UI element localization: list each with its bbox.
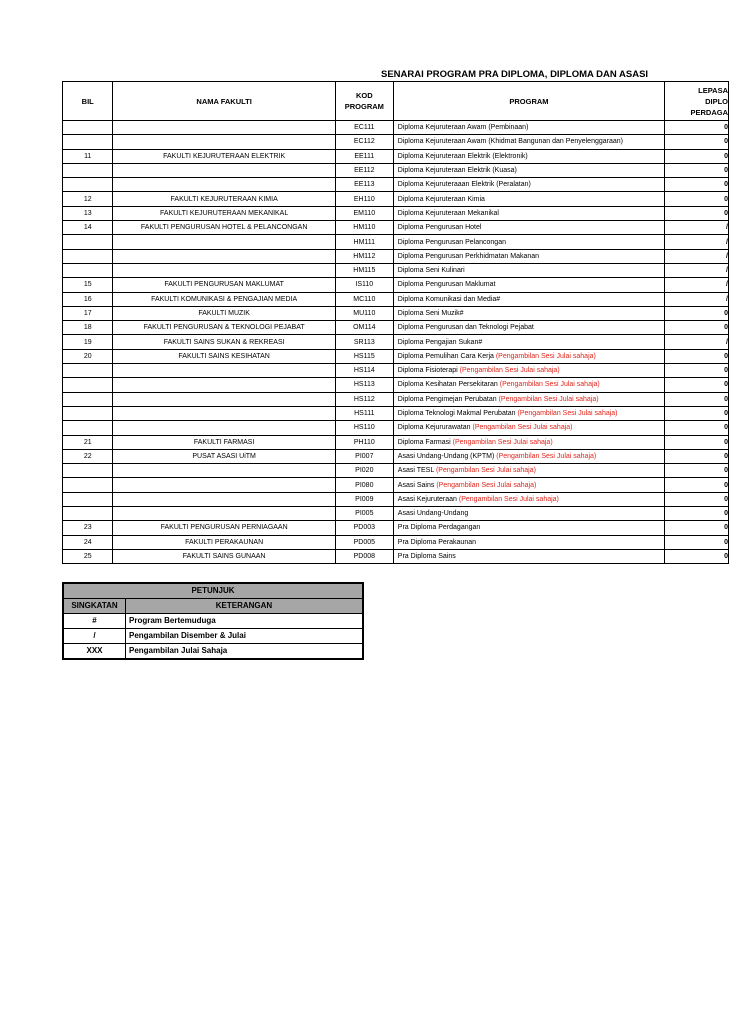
legend-symbol: #: [63, 614, 126, 629]
row-program: [393, 306, 664, 320]
row-kod-program: PD003: [335, 521, 393, 535]
row-kod-program: HS110: [335, 421, 393, 435]
row-bil: [63, 378, 113, 392]
row-fakulti: [113, 249, 335, 263]
program-name: Diploma Kejuruteraan Kimia: [397, 195, 485, 203]
row-kod-program: OM114: [335, 321, 393, 335]
program-note: (Pengambilan Sesi Julai sahaja): [459, 367, 560, 375]
row-lepasan: 0: [665, 121, 729, 135]
program-name: Diploma Pengurusan Hotel: [397, 224, 482, 232]
table-row: [63, 378, 729, 392]
row-kod-program: HM115: [335, 263, 393, 277]
table-row: [63, 406, 729, 420]
row-bil: [63, 392, 113, 406]
legend-description: Pengambilan Julai Sahaja: [126, 644, 364, 660]
program-note: (Pengambilan Sesi Julai sahaja): [495, 352, 596, 360]
table-row: [63, 449, 729, 463]
table-row: [63, 478, 729, 492]
row-bil: 24: [63, 535, 113, 549]
row-program: [393, 121, 664, 135]
row-fakulti: [113, 406, 335, 420]
program-name: Diploma Pengurusan dan Teknologi Pejabat: [397, 324, 534, 332]
row-lepasan: 0: [665, 364, 729, 378]
row-bil: [63, 178, 113, 192]
program-name: Diploma Seni Kulinari: [397, 267, 465, 275]
row-lepasan: 0: [665, 135, 729, 149]
row-fakulti: [113, 235, 335, 249]
row-bil: 11: [63, 149, 113, 163]
row-bil: [63, 249, 113, 263]
header-program: PROGRAM: [393, 82, 664, 121]
table-row: [63, 335, 729, 349]
row-kod-program: HS115: [335, 349, 393, 363]
row-kod-program: EE112: [335, 163, 393, 177]
program-name: Diploma Farmasi: [397, 438, 453, 446]
table-row: [63, 192, 729, 206]
program-name: Diploma Pengurusan Maklumat: [397, 281, 496, 289]
row-program: [393, 492, 664, 506]
program-name: Asasi TESL: [397, 467, 436, 475]
row-lepasan: 0: [665, 378, 729, 392]
row-bil: 25: [63, 549, 113, 563]
program-name: Pra Diploma Perakaunan: [397, 538, 477, 546]
program-name: Diploma Fisioterapi: [397, 367, 460, 375]
header-kod-program: [335, 82, 393, 121]
program-note: (Pengambilan Sesi Julai sahaja): [452, 438, 553, 446]
row-fakulti: [113, 263, 335, 277]
legend-col-keterangan: KETERANGAN: [126, 599, 364, 614]
row-bil: 14: [63, 221, 113, 235]
legend-description: Program Bertemuduga: [126, 614, 364, 629]
row-bil: [63, 163, 113, 177]
row-program: [393, 378, 664, 392]
row-fakulti: FAKULTI KEJURUTERAAN KIMIA: [113, 192, 335, 206]
program-name: Diploma Teknologi Makmal Perubatan: [397, 410, 518, 418]
table-row: [63, 306, 729, 320]
row-fakulti: FAKULTI KEJURUTERAAN MEKANIKAL: [113, 206, 335, 220]
row-fakulti: FAKULTI KEJURUTERAAN ELEKTRIK: [113, 149, 335, 163]
row-program: [393, 478, 664, 492]
row-bil: [63, 507, 113, 521]
program-name: Diploma Kejuruteraaan Elektrik (Peralatan): [397, 181, 531, 189]
program-note: (Pengambilan Sesi Julai sahaja): [435, 467, 536, 475]
table-header-row: [63, 82, 729, 121]
row-kod-program: HS112: [335, 392, 393, 406]
row-program: [393, 364, 664, 378]
table-row: [63, 507, 729, 521]
row-program: [393, 392, 664, 406]
table-row: [63, 535, 729, 549]
program-name: Diploma Kejuruteraan Awam (Pembinaan): [397, 124, 529, 132]
row-program: [393, 292, 664, 306]
row-program: [393, 263, 664, 277]
row-lepasan: 0: [665, 492, 729, 506]
row-bil: 15: [63, 278, 113, 292]
row-program: [393, 549, 664, 563]
row-program: [393, 349, 664, 363]
row-lepasan: 0: [665, 449, 729, 463]
row-bil: [63, 135, 113, 149]
row-lepasan: 0: [665, 306, 729, 320]
row-lepasan: 0: [665, 349, 729, 363]
program-table: [62, 81, 729, 564]
table-row: [63, 121, 729, 135]
row-kod-program: EE113: [335, 178, 393, 192]
row-bil: [63, 235, 113, 249]
row-program: [393, 149, 664, 163]
row-bil: [63, 406, 113, 420]
table-row: [63, 135, 729, 149]
row-kod-program: HM112: [335, 249, 393, 263]
row-lepasan: 0: [665, 435, 729, 449]
table-row: [63, 292, 729, 306]
table-row: [63, 249, 729, 263]
row-kod-program: PI020: [335, 464, 393, 478]
header-lep-line3: PERDAGA: [690, 107, 728, 117]
row-lepasan: 0: [665, 464, 729, 478]
legend-symbol: /: [63, 629, 126, 644]
table-row: [63, 421, 729, 435]
program-note: (Pengambilan Sesi Julai sahaja): [458, 495, 559, 503]
row-lepasan: /: [665, 263, 729, 277]
row-lepasan: /: [665, 249, 729, 263]
table-row: [63, 321, 729, 335]
program-name: Diploma Kejuruteraan Elektrik (Elektronik): [397, 152, 528, 160]
table-row: [63, 278, 729, 292]
row-program: [393, 278, 664, 292]
row-program: [393, 249, 664, 263]
row-fakulti: FAKULTI PENGURUSAN HOTEL & PELANCONGAN: [113, 221, 335, 235]
row-bil: 19: [63, 335, 113, 349]
row-kod-program: PI009: [335, 492, 393, 506]
row-kod-program: EC111: [335, 121, 393, 135]
row-kod-program: PD005: [335, 535, 393, 549]
table-row: [63, 221, 729, 235]
row-lepasan: 0: [665, 406, 729, 420]
row-fakulti: FAKULTI PERAKAUNAN: [113, 535, 335, 549]
row-bil: [63, 421, 113, 435]
row-program: [393, 335, 664, 349]
row-bil: [63, 263, 113, 277]
row-bil: [63, 121, 113, 135]
header-kod-line1: KOD: [355, 91, 373, 100]
row-program: [393, 507, 664, 521]
row-lepasan: 0: [665, 549, 729, 563]
row-bil: [63, 464, 113, 478]
row-fakulti: [113, 378, 335, 392]
table-row: [63, 206, 729, 220]
legend-table: [62, 582, 364, 660]
program-name: Pra Diploma Sains: [397, 553, 456, 561]
table-row: [63, 492, 729, 506]
row-fakulti: FAKULTI FARMASI: [113, 435, 335, 449]
row-lepasan: /: [665, 335, 729, 349]
row-program: [393, 135, 664, 149]
row-bil: 20: [63, 349, 113, 363]
program-note: (Pengambilan Sesi Julai sahaja): [498, 395, 599, 403]
table-row: [63, 435, 729, 449]
table-row: [63, 392, 729, 406]
row-lepasan: 0: [665, 507, 729, 521]
row-kod-program: PH110: [335, 435, 393, 449]
row-program: [393, 206, 664, 220]
table-row: [63, 464, 729, 478]
row-bil: [63, 364, 113, 378]
row-program: [393, 521, 664, 535]
row-lepasan: 0: [665, 478, 729, 492]
row-lepasan: 0: [665, 192, 729, 206]
program-name: Diploma Pemulihan Cara Kerja: [397, 352, 496, 360]
table-body: [63, 121, 729, 564]
program-name: Diploma Pengurusan Perkhidmatan Makanan: [397, 252, 540, 260]
page-title: SENARAI PROGRAM PRA DIPLOMA, DIPLOMA DAN ASASI: [381, 69, 649, 80]
row-bil: 17: [63, 306, 113, 320]
row-program: [393, 449, 664, 463]
row-bil: 12: [63, 192, 113, 206]
program-name: Diploma Pengimejan Perubatan: [397, 395, 499, 403]
program-note: (Pengambilan Sesi Julai sahaja): [517, 410, 618, 418]
table-row: [63, 364, 729, 378]
row-fakulti: FAKULTI SAINS SUKAN & REKREASI: [113, 335, 335, 349]
program-note: (Pengambilan Sesi Julai sahaja): [472, 424, 573, 432]
row-fakulti: FAKULTI PENGURUSAN PERNIAGAAN: [113, 521, 335, 535]
header-lepasan: [665, 82, 729, 121]
header-bil: BIL: [63, 82, 113, 121]
legend-body: [63, 614, 363, 660]
row-lepasan: /: [665, 221, 729, 235]
row-fakulti: FAKULTI MUZIK: [113, 306, 335, 320]
program-name: Diploma Kesihatan Persekitaran: [397, 381, 500, 389]
row-lepasan: 0: [665, 535, 729, 549]
row-kod-program: EE111: [335, 149, 393, 163]
program-name: Asasi Kejuruteraan: [397, 495, 459, 503]
row-bil: 18: [63, 321, 113, 335]
program-name: Diploma Komunikasi dan Media#: [397, 295, 501, 303]
table-row: [63, 549, 729, 563]
row-lepasan: 0: [665, 421, 729, 435]
row-program: [393, 421, 664, 435]
legend-row: [63, 614, 363, 629]
header-fakulti: NAMA FAKULTI: [113, 82, 335, 121]
row-program: [393, 235, 664, 249]
row-lepasan: 0: [665, 149, 729, 163]
row-kod-program: PI005: [335, 507, 393, 521]
legend-col-singkatan: SINGKATAN: [63, 599, 126, 614]
program-name: Diploma Kejururawatan: [397, 424, 473, 432]
row-lepasan: /: [665, 278, 729, 292]
row-fakulti: FAKULTI SAINS GUNAAN: [113, 549, 335, 563]
row-program: [393, 221, 664, 235]
program-name: Diploma Pengajian Sukan#: [397, 338, 483, 346]
table-row: [63, 149, 729, 163]
table-row: [63, 521, 729, 535]
row-kod-program: EH110: [335, 192, 393, 206]
row-lepasan: 0: [665, 321, 729, 335]
row-bil: 23: [63, 521, 113, 535]
row-lepasan: 0: [665, 521, 729, 535]
row-lepasan: 0: [665, 206, 729, 220]
row-bil: [63, 492, 113, 506]
program-name: Diploma Kejuruteraan Elektrik (Kuasa): [397, 167, 517, 175]
program-name: Asasi Sains: [397, 481, 437, 489]
row-fakulti: FAKULTI KOMUNIKASI & PENGAJIAN MEDIA: [113, 292, 335, 306]
legend-row: [63, 629, 363, 644]
program-name: Pra Diploma Perdagangan: [397, 524, 481, 532]
row-fakulti: [113, 507, 335, 521]
table-row: [63, 178, 729, 192]
table-row: [63, 235, 729, 249]
row-program: [393, 464, 664, 478]
row-bil: 16: [63, 292, 113, 306]
row-kod-program: PI007: [335, 449, 393, 463]
row-kod-program: MU110: [335, 306, 393, 320]
program-name: Diploma Pengurusan Pelancongan: [397, 238, 506, 246]
table-row: [63, 349, 729, 363]
row-bil: 21: [63, 435, 113, 449]
row-fakulti: [113, 121, 335, 135]
row-kod-program: MC110: [335, 292, 393, 306]
row-kod-program: HS114: [335, 364, 393, 378]
row-fakulti: [113, 178, 335, 192]
row-fakulti: [113, 364, 335, 378]
row-kod-program: IS110: [335, 278, 393, 292]
program-name: Asasi Undang-Undang (KPTM): [397, 452, 497, 460]
legend-symbol: XXX: [63, 644, 126, 660]
row-kod-program: HS111: [335, 406, 393, 420]
row-fakulti: [113, 421, 335, 435]
program-note: (Pengambilan Sesi Julai sahaja): [499, 381, 600, 389]
legend-description: Pengambilan Disember & Julai: [126, 629, 364, 644]
row-program: [393, 435, 664, 449]
row-kod-program: EC112: [335, 135, 393, 149]
row-fakulti: [113, 478, 335, 492]
legend-row: [63, 644, 363, 660]
row-bil: [63, 478, 113, 492]
row-kod-program: EM110: [335, 206, 393, 220]
row-kod-program: HS113: [335, 378, 393, 392]
row-kod-program: HM110: [335, 221, 393, 235]
program-name: Diploma Kejuruteraan Awam (Khidmat Bangunan dan Penyelenggaraan): [397, 138, 623, 146]
row-fakulti: FAKULTI PENGURUSAN MAKLUMAT: [113, 278, 335, 292]
row-fakulti: FAKULTI SAINS KESIHATAN: [113, 349, 335, 363]
legend-title: PETUNJUK: [63, 583, 363, 599]
row-bil: 22: [63, 449, 113, 463]
row-program: [393, 163, 664, 177]
row-kod-program: PD008: [335, 549, 393, 563]
row-fakulti: [113, 163, 335, 177]
table-row: [63, 163, 729, 177]
header-lep-line1: LEPASA: [698, 85, 728, 95]
row-program: [393, 192, 664, 206]
header-lep-line2: DIPLO: [705, 96, 728, 106]
program-name: Diploma Kejuruteraan Mekanikal: [397, 209, 499, 217]
row-fakulti: [113, 135, 335, 149]
row-lepasan: /: [665, 292, 729, 306]
program-note: (Pengambilan Sesi Julai sahaja): [436, 481, 537, 489]
row-fakulti: [113, 392, 335, 406]
row-bil: 13: [63, 206, 113, 220]
program-note: (Pengambilan Sesi Julai sahaja): [496, 452, 597, 460]
row-fakulti: [113, 464, 335, 478]
row-fakulti: [113, 492, 335, 506]
row-program: [393, 535, 664, 549]
row-lepasan: /: [665, 235, 729, 249]
row-kod-program: HM111: [335, 235, 393, 249]
row-program: [393, 178, 664, 192]
row-program: [393, 406, 664, 420]
program-name: Asasi Undang-Undang: [397, 510, 469, 518]
row-lepasan: 0: [665, 178, 729, 192]
row-lepasan: 0: [665, 392, 729, 406]
row-lepasan: 0: [665, 163, 729, 177]
program-name: Diploma Seni Muzik#: [397, 310, 464, 317]
header-kod-line2: PROGRAM: [344, 102, 384, 111]
row-fakulti: PUSAT ASASI UiTM: [113, 449, 335, 463]
row-kod-program: PI080: [335, 478, 393, 492]
row-program: [393, 321, 664, 335]
row-fakulti: FAKULTI PENGURUSAN & TEKNOLOGI PEJABAT: [113, 321, 335, 335]
row-kod-program: SR113: [335, 335, 393, 349]
table-row: [63, 263, 729, 277]
